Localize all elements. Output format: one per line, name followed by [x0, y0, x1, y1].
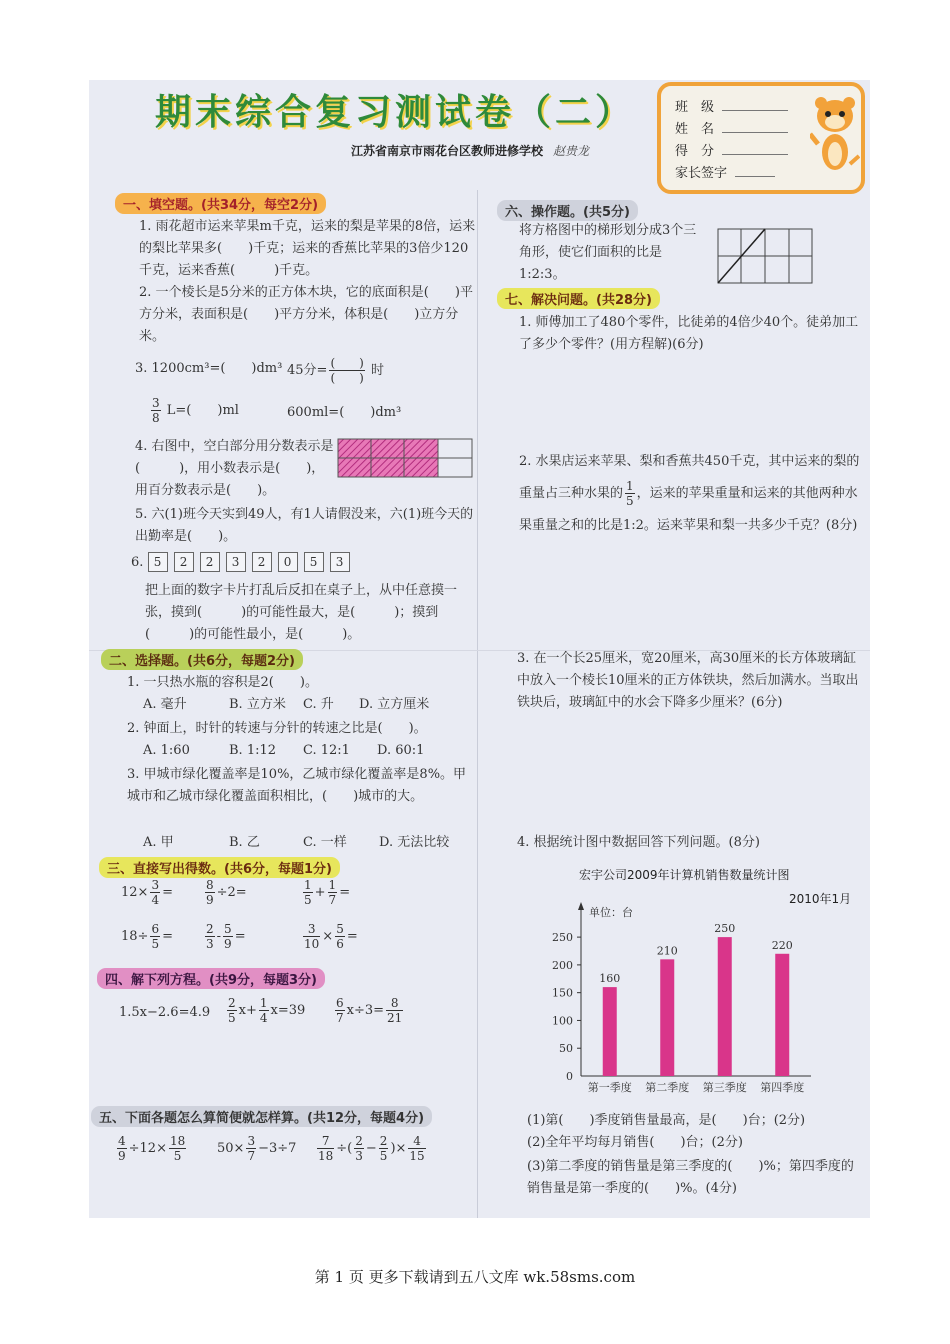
q1-6-cards: 6. 5 2 2 3 2 0 5 3	[131, 552, 356, 574]
q7-1: 1. 师傅加工了480个零件，比徒弟的4倍少40个。徒弟加工了多少个零件？(用方程解)(6分)	[519, 315, 859, 352]
section-3-heading: 三、直接写出得数。(共6分，每题1分)	[99, 857, 340, 878]
q7-4: 4. 根据统计图中数据回答下列问题。(8分)	[517, 835, 760, 850]
q7-2: 2. 水果店运来苹果、梨和香蕉共450千克，其中运来的梨的重量占三种水果的 $\frac{1}{5}$ ，运来的苹果重量和运来的其他两种水果重量之和的比是1:2。运来苹果和梨一共多少千克？(8分)	[519, 454, 860, 533]
y-tick-label: 250	[552, 931, 573, 945]
q1-5: 5. 六(1)班今天实到49人，有1人请假没来，六(1)班今天的出勤率是( )。	[135, 507, 474, 544]
class-field: 班 级	[675, 96, 788, 115]
q1-3a: 3. 1200cm³=( )dm³	[135, 361, 283, 376]
calc-item: $\frac{3}{10}$ × $\frac{5}{6}$ =	[304, 922, 358, 951]
q2-1-options: A. 毫升 B. 立方米 C. 升 D. 立方厘米	[143, 697, 430, 712]
number-card: 0	[278, 552, 298, 572]
bar	[603, 987, 617, 1076]
y-axis-label: 单位：台	[589, 906, 633, 919]
q7-4-a2: (2)全年平均每月销售( )台；(2分)	[527, 1135, 743, 1150]
equation-1: 1.5x−2.6=4.9	[119, 1005, 211, 1020]
q2-3: 3. 甲城市绿化覆盖率是10%，乙城市绿化覆盖率是8%。甲城市和乙城市绿化覆盖面积相比，( )城市的大。	[127, 767, 467, 804]
equation-2: $\frac{2}{5}$ x+ $\frac{1}{4}$ x=39	[228, 996, 306, 1025]
section-4-heading: 四、解下列方程。(共9分，每题3分)	[97, 968, 325, 989]
page-footer: 第 1 页 更多下载请到五八文库 wk.58sms.com	[314, 1268, 636, 1286]
q1-2: 2. 一个棱长是5分米的正方体木块，它的底面积是( )平方分米，表面积是( )平方分米，体积是( )立方分米。	[139, 285, 473, 344]
category-label: 第三季度	[702, 1081, 747, 1094]
bar	[660, 959, 674, 1076]
exam-title: 期末综合复习测试卷（二）	[155, 92, 636, 133]
parent-signature-field: 家长签字	[675, 162, 775, 181]
q1-6: 把上面的数字卡片打乱后反扣在桌子上，从中任意摸一张，摸到( )的可能性最大，是( )；摸到( )的可能性最小，是( )。	[145, 583, 458, 642]
fold-line	[477, 190, 478, 1218]
section-1-heading: 一、填空题。(共34分，每空2分)	[115, 193, 326, 214]
bar-value-label: 160	[599, 972, 621, 986]
sales-bar-chart	[529, 900, 829, 1100]
exam-sheet	[89, 80, 870, 1218]
y-tick-label: 50	[559, 1042, 573, 1056]
number-card: 2	[174, 552, 194, 572]
q7-3: 3. 在一个长25厘米，宽20厘米，高30厘米的长方体玻璃缸中放入一个棱长10厘米的正方体铁块，然后加满水。当取出铁块后，玻璃缸中的水会下降多少厘米？(6分)	[517, 651, 859, 710]
category-label: 第四季度	[760, 1081, 805, 1094]
section-5-heading: 五、下面各题怎么算简便就怎样算。(共12分，每题4分)	[91, 1106, 432, 1127]
score-field: 得 分	[675, 140, 788, 159]
q6-text: 将方格图中的梯形划分成3个三角形，使它们面积的比是1:2:3。	[519, 223, 697, 282]
bar-value-label: 210	[656, 944, 678, 958]
section-7-heading: 七、解决问题。(共28分)	[497, 288, 660, 309]
calc-item: $\frac{8}{9}$ ÷2=	[206, 878, 247, 907]
category-label: 第二季度	[645, 1081, 690, 1094]
author-org: 江苏省南京市雨花台区教师进修学校	[351, 144, 544, 158]
q2-1: 1. 一只热水瓶的容积是2( )。	[127, 675, 318, 690]
bar	[718, 937, 732, 1076]
number-card: 5	[148, 552, 168, 572]
number-card: 2	[200, 552, 220, 572]
q1-3c: $\frac{3}{8}$ L=( )ml	[152, 396, 239, 425]
simplify-2: 50× $\frac{3}{7}$ −3÷7	[217, 1134, 297, 1163]
q1-3d: 600ml=( )dm³	[287, 405, 402, 420]
author-line	[351, 142, 589, 159]
calc-item: $\frac{1}{5}$ + $\frac{1}{7}$ =	[304, 878, 351, 907]
fraction-grid	[337, 438, 473, 478]
simplify-3: $\frac{7}{18}$ ÷( $\frac{2}{3}$ − $\frac{2}{5}$ )× $\frac{4}{15}$	[318, 1134, 425, 1163]
y-tick-label: 0	[566, 1070, 573, 1083]
trapezoid-grid	[717, 228, 813, 284]
tiger-mascot-icon	[810, 94, 860, 178]
q7-4-a1: (1)第( )季度销售量最高，是( )台；(2分)	[527, 1113, 806, 1128]
chart-date: 2010年1月	[789, 892, 852, 906]
q2-3-options: A. 甲 B. 乙 C. 一样 D. 无法比较	[143, 835, 450, 850]
number-card: 3	[330, 552, 350, 572]
number-card: 5	[304, 552, 324, 572]
y-axis-arrow	[578, 902, 584, 910]
section-2-heading: 二、选择题。(共6分，每题2分)	[101, 649, 303, 670]
calc-item: 12× $\frac{3}{4}$ =	[121, 878, 173, 907]
category-label: 第一季度	[587, 1081, 632, 1094]
bar	[775, 954, 789, 1076]
q2-2-options: A. 1:60 B. 1:12 C. 12:1 D. 60:1	[143, 743, 425, 758]
section-6-heading: 六、操作题。(共5分)	[497, 200, 638, 221]
q1-4: 4. 右图中，空白部分用分数表示是( )，用小数表示是( )，用百分数表示是( )。	[135, 439, 334, 498]
q2-2: 2. 钟面上，时针的转速与分针的转速之比是( )。	[127, 721, 427, 736]
y-tick-label: 100	[552, 1014, 573, 1028]
author-name: 赵贵龙	[553, 144, 590, 158]
q7-4-a3: (3)第二季度的销售量是第三季度的( )%；第四季度的销售量是第一季度的( )%。(4分)	[527, 1159, 854, 1196]
equation-3: $\frac{6}{7}$ x÷3= $\frac{8}{21}$	[336, 996, 403, 1025]
number-card: 3	[226, 552, 246, 572]
calc-item: 18÷ $\frac{6}{5}$ =	[121, 922, 173, 951]
q1-3b: 45分= $\frac{( )}{( )}$ 时	[287, 356, 384, 385]
y-tick-label: 150	[552, 986, 573, 1000]
y-tick-label: 200	[552, 958, 573, 972]
q1-1: 1. 雨花超市运来苹果m千克，运来的梨是苹果的8倍，运来的梨比苹果多( )千克；运来的香蕉比苹果的3倍少120千克，运来香蕉( )千克。	[139, 219, 476, 278]
number-card: 2	[252, 552, 272, 572]
bar-value-label: 250	[714, 922, 736, 936]
chart-title: 宏宇公司2009年计算机销售数量统计图	[579, 868, 790, 882]
name-field: 姓 名	[675, 118, 788, 137]
simplify-1: $\frac{4}{9}$ ÷12× $\frac{18}{5}$	[118, 1134, 186, 1163]
calc-item: $\frac{2}{3}$ - $\frac{5}{9}$ =	[206, 922, 246, 951]
bar-value-label: 220	[771, 938, 793, 952]
